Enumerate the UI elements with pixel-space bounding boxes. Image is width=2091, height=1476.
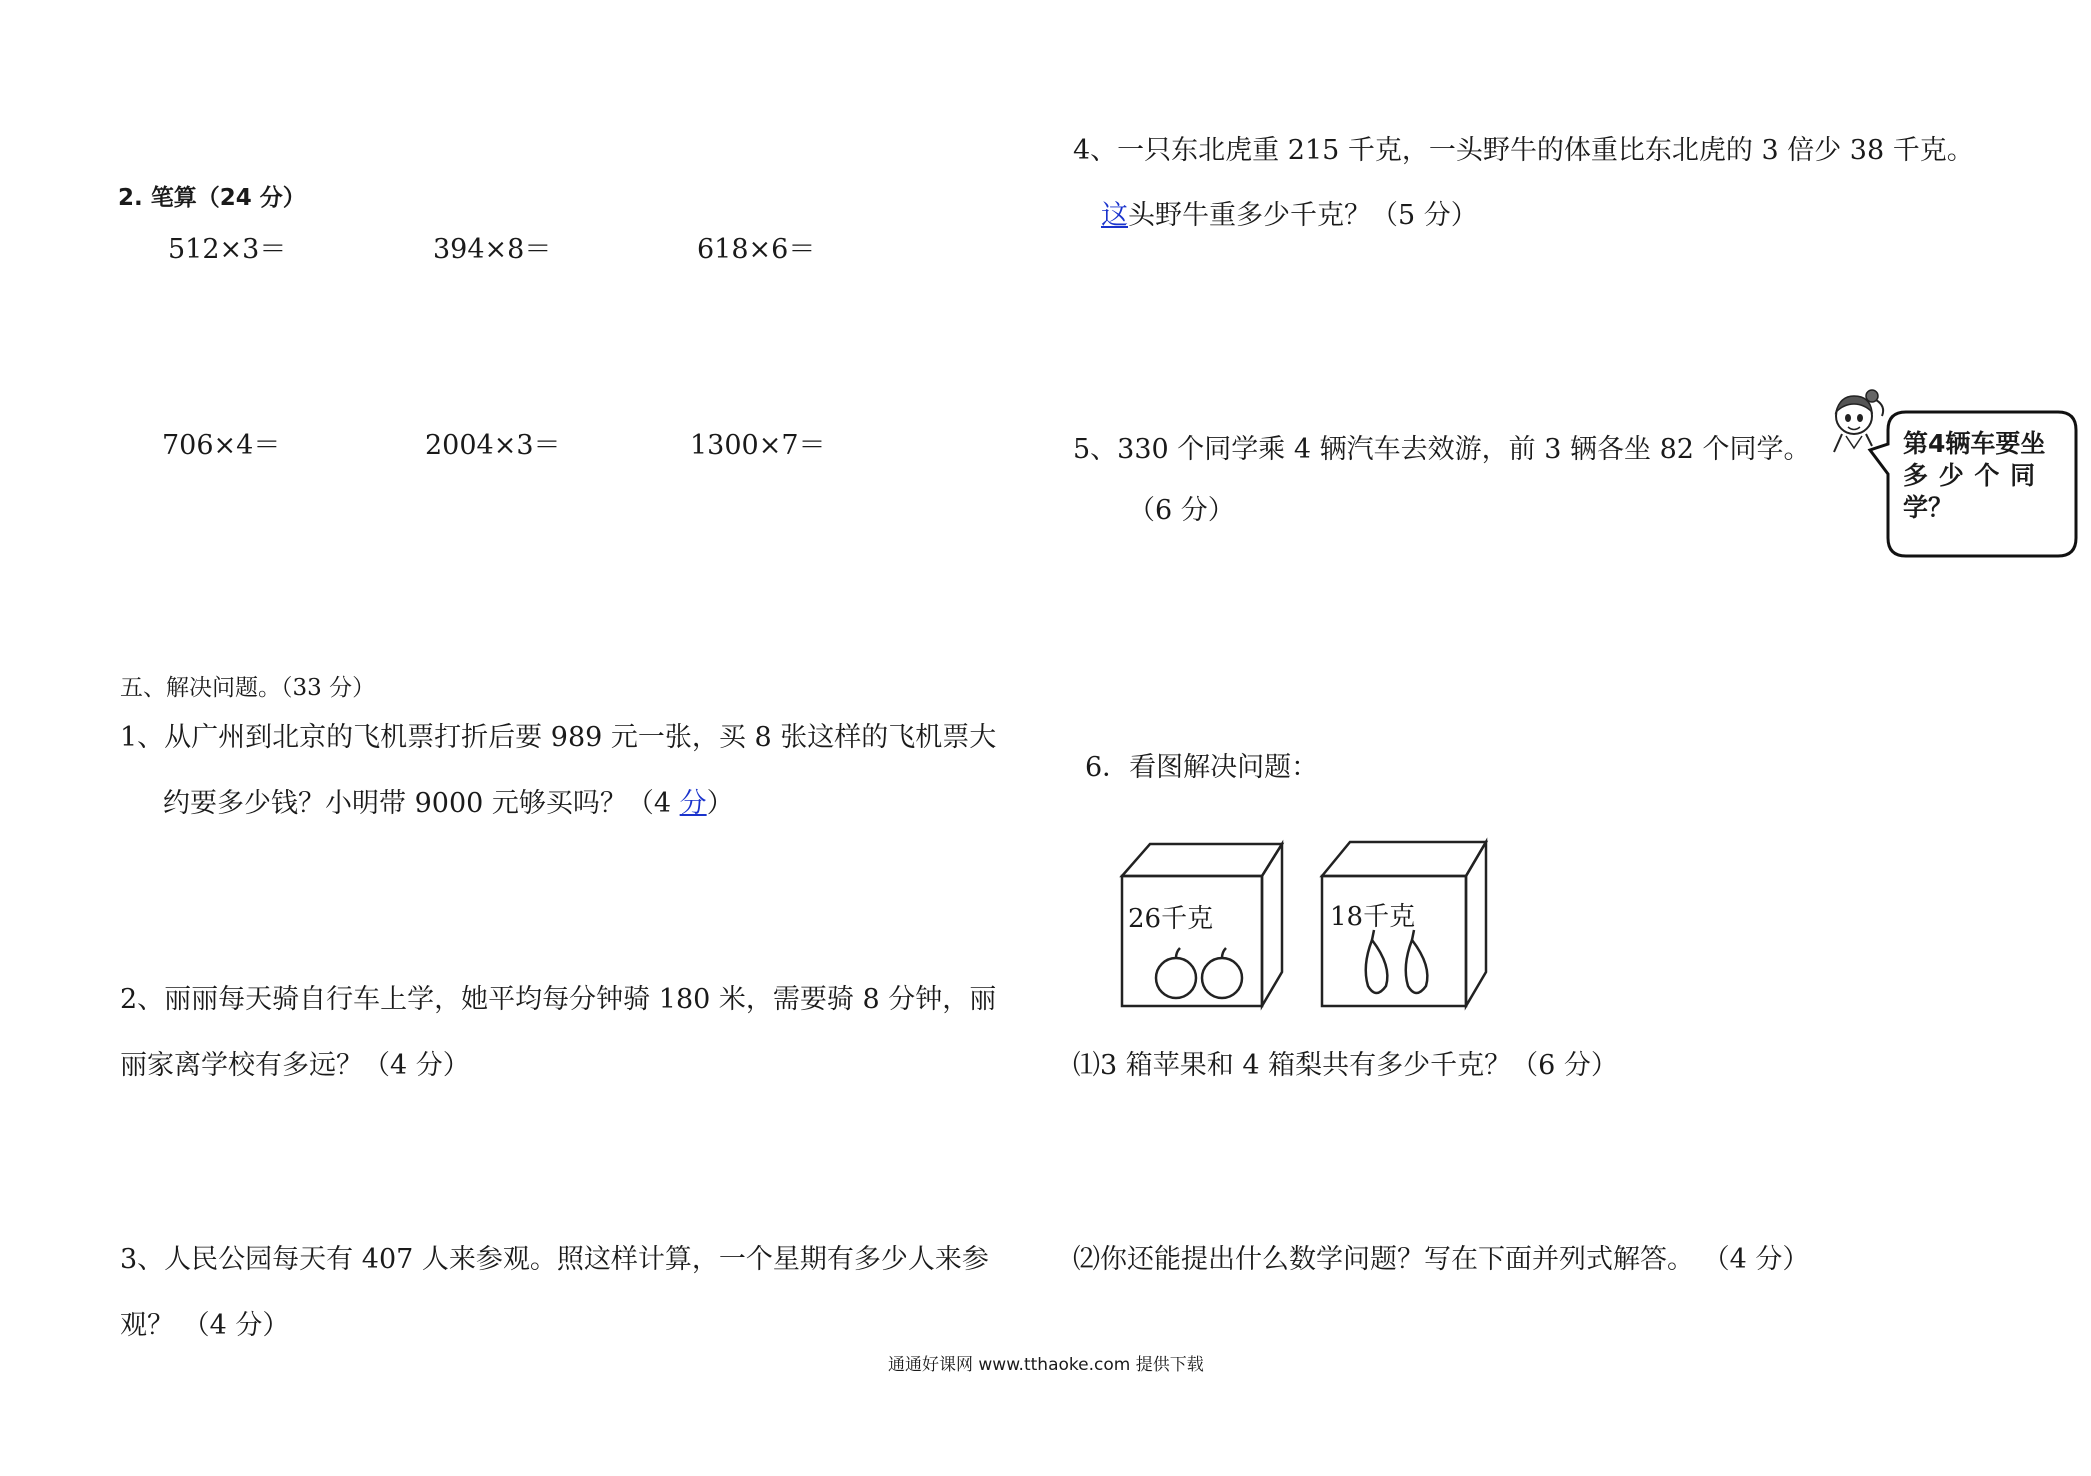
q6-part-1: ⑴3 箱苹果和 4 箱梨共有多少千克？（6 分）: [1073, 1050, 1618, 1081]
q3-line1: 3、人民公园每天有 407 人来参观。照这样计算，一个星期有多少人来参: [120, 1244, 989, 1275]
q6-part-2: ⑵你还能提出什么数学问题？写在下面并列式解答。 （4 分）: [1073, 1244, 1810, 1275]
bubble-line-1: 第4辆车要坐: [1903, 429, 2046, 458]
q4-line1: 4、一只东北虎重 215 千克，一头野牛的体重比东北虎的 3 倍少 38 千克。: [1073, 135, 1974, 166]
q4-link[interactable]: 这: [1101, 200, 1128, 231]
apple-box-label: 26千克: [1128, 904, 1214, 934]
q1-line2: [163, 788, 734, 820]
q3-line2: 观？ （4 分）: [120, 1310, 290, 1341]
calc-706x4: 706×4＝: [162, 430, 281, 461]
bubble-line-2: 多 少 个 同: [1903, 461, 2037, 490]
calc-2004x3: 2004×3＝: [425, 430, 561, 461]
calc-1300x7: 1300×7＝: [690, 430, 826, 461]
pear-box-label: 18千克: [1330, 902, 1416, 932]
q2-line2: 丽家离学校有多远？（4 分）: [120, 1050, 470, 1081]
q5-line2: （6 分）: [1128, 495, 1235, 526]
q4-line2: [1101, 200, 1478, 232]
q2-line1: 2、丽丽每天骑自行车上学，她平均每分钟骑 180 米，需要骑 8 分钟，丽: [120, 984, 997, 1015]
q1-score-link[interactable]: 分: [679, 788, 707, 819]
q1-line2-text: 约要多少钱？小明带 9000 元够买吗？（4: [163, 788, 680, 819]
calc-512x3: 512×3＝: [168, 234, 287, 265]
q6-title: 6．看图解决问题：: [1085, 752, 1319, 783]
bubble-line-3: 学？: [1903, 493, 1954, 522]
section-5-title: 五、解决问题。（33 分）: [120, 675, 376, 701]
calc-618x6: 618×6＝: [697, 234, 816, 265]
footer-credit: 通通好课网 www.tthaoke.com 提供下载: [888, 1355, 1204, 1375]
q5-line1: 5、330 个同学乘 4 辆汽车去效游，前 3 辆各坐 82 个同学。: [1073, 434, 1811, 465]
q1-line2-end: ）: [706, 788, 734, 819]
q4-line2-text: 头野牛重多少千克？（5 分）: [1128, 200, 1478, 231]
calc-394x8: 394×8＝: [433, 234, 552, 265]
section-2-title: 2. 笔算（24 分）: [118, 185, 306, 211]
q1-line1: 1、从广州到北京的飞机票打折后要 989 元一张，买 8 张这样的飞机票大: [120, 722, 997, 753]
